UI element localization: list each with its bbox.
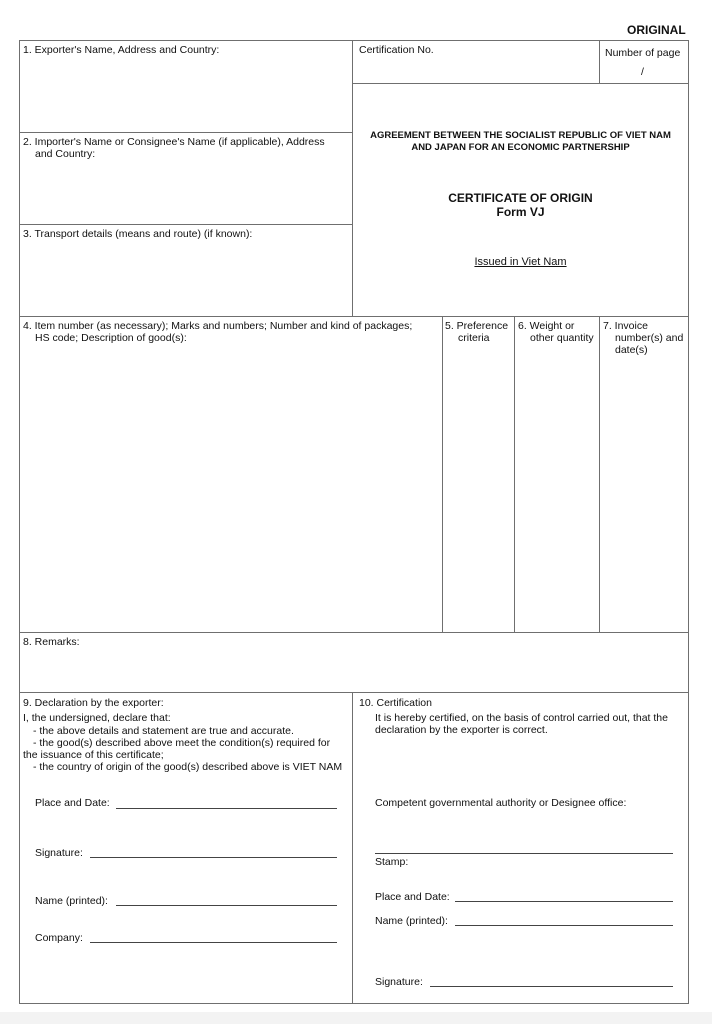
issued-in: Issued in Viet Nam	[474, 256, 567, 268]
authority-line[interactable]	[375, 853, 673, 854]
form-border-right	[688, 40, 689, 1004]
divider	[599, 316, 600, 632]
copy-label: ORIGINAL	[627, 23, 686, 37]
certifier-signature-label: Signature:	[375, 976, 423, 988]
divider	[599, 40, 600, 83]
certifier-name-label: Name (printed):	[375, 915, 448, 927]
invoice-label: 7. Invoice	[603, 320, 648, 332]
certification-text: It is hereby certified, on the basis of control carried out, that the	[375, 712, 668, 724]
form-border-left	[19, 40, 20, 1004]
divider	[514, 316, 515, 632]
importer-label-cont: and Country:	[35, 148, 96, 160]
exporter-name-label: Name (printed):	[35, 895, 108, 907]
exporter-signature-label: Signature:	[35, 847, 83, 859]
weight-quantity-label-cont: other quantity	[530, 332, 594, 344]
certification-text-cont: declaration by the exporter is correct.	[375, 724, 548, 736]
certification-title: 10. Certification	[359, 697, 432, 709]
divider	[442, 316, 443, 632]
exporter-signature-field[interactable]	[90, 857, 337, 858]
page-bottom-margin	[0, 1012, 712, 1024]
invoice-label-cont: number(s) and	[615, 332, 684, 344]
certification-no-label: Certification No.	[359, 44, 434, 56]
page-number-value: /	[641, 66, 644, 78]
declaration-item-1: - the above details and statement are true and accurate.	[33, 725, 294, 737]
preference-criteria-label: 5. Preference	[445, 320, 509, 332]
certifier-name-field[interactable]	[455, 925, 673, 926]
declaration-item-3: - the country of origin of the good(s) described above is VIET NAM	[33, 761, 343, 773]
remarks-label: 8. Remarks:	[23, 636, 80, 648]
divider	[352, 83, 689, 84]
company-field[interactable]	[90, 942, 337, 943]
page-number-label: Number of page	[605, 47, 681, 59]
divider	[19, 224, 352, 225]
goods-description-label: 4. Item number (as necessary); Marks and numbers; Number and kind of packages;	[23, 320, 413, 332]
company-label: Company:	[35, 932, 83, 944]
exporter-place-date-label: Place and Date:	[35, 797, 110, 809]
preference-criteria-label-cont: criteria	[458, 332, 490, 344]
exporter-name-field[interactable]	[116, 905, 337, 906]
agreement-line-1: AGREEMENT BETWEEN THE SOCIALIST REPUBLIC OF VIET NAM	[370, 130, 671, 141]
divider	[352, 692, 353, 1004]
declaration-item-2: - the good(s) described above meet the condition(s) required for	[33, 737, 331, 749]
transport-label: 3. Transport details (means and route) (if known):	[23, 228, 253, 240]
exporter-label: 1. Exporter's Name, Address and Country:	[23, 44, 220, 56]
form-border-bottom	[19, 1003, 689, 1004]
stamp-label: Stamp:	[375, 856, 409, 868]
invoice-label-cont2: date(s)	[615, 344, 648, 356]
weight-quantity-label: 6. Weight or	[518, 320, 575, 332]
certifier-place-date-label: Place and Date:	[375, 891, 450, 903]
goods-description-label-cont: HS code; Description of good(s):	[35, 332, 187, 344]
form-name: Form VJ	[496, 205, 545, 219]
divider	[19, 632, 689, 633]
declaration-item-2-cont: the issuance of this certificate;	[23, 749, 164, 761]
certificate-title: CERTIFICATE OF ORIGIN	[448, 191, 593, 205]
certifier-place-date-field[interactable]	[455, 901, 673, 902]
certifier-signature-field[interactable]	[430, 986, 673, 987]
divider	[19, 316, 689, 317]
divider	[352, 40, 353, 317]
declaration-title: 9. Declaration by the exporter:	[23, 697, 164, 709]
exporter-place-date-field[interactable]	[116, 808, 337, 809]
declaration-intro: I, the undersigned, declare that:	[23, 712, 171, 724]
importer-label: 2. Importer's Name or Consignee's Name (if applicable), Address	[23, 136, 325, 148]
divider	[19, 692, 689, 693]
agreement-line-2: AND JAPAN FOR AN ECONOMIC PARTNERSHIP	[411, 142, 630, 153]
authority-label: Competent governmental authority or Designee office:	[375, 797, 627, 809]
divider	[19, 132, 352, 133]
form-border-top	[19, 40, 689, 41]
